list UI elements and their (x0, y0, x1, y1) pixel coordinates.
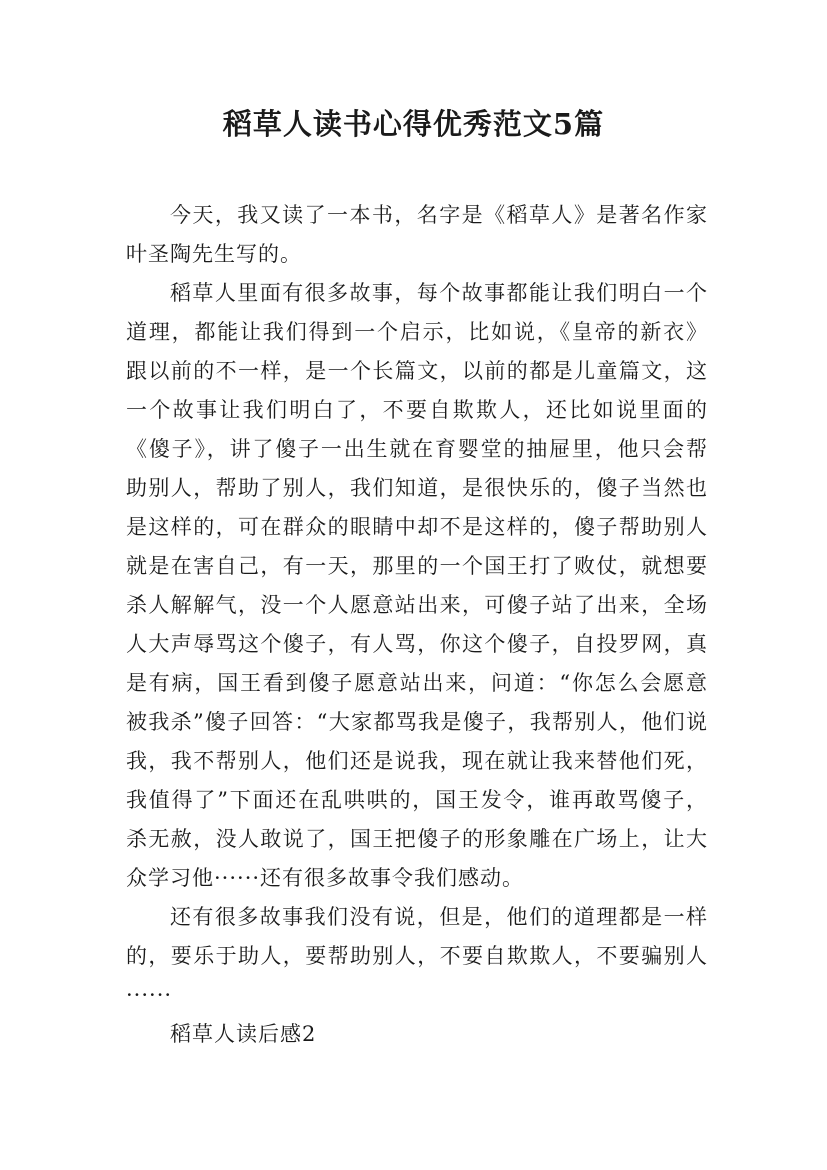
document-body (126, 196, 708, 1054)
paragraph-lessons: 还有很多故事我们没有说，但是，他们的道理都是一样的，要乐于助人，要帮助别人，不要自欺欺人，不要骗别人······ (126, 905, 708, 1007)
paragraph-stories: 稻草人里面有很多故事，每个故事都能让我们明白一个道理，都能让我们得到一个启示，比如说，《皇帝的新衣》跟以前的不一样，是一个长篇文，以前的都是儿童篇文，这一个故事让我们明白了，不要自欺欺人，还比如说里面的《傻子》，讲了傻子一出生就在育婴堂的抽屉里，他只会帮助别人，帮助了别人，我们知道，是很快乐的，傻子当然也是这样的，可在群众的眼睛中却不是这样的，傻子帮助别人就是在害自己，有一天，那里的一个国王打了败仗，就想要杀人解解气，没一个人愿意站出来，可傻子站了出来，全场人大声辱骂这个傻子，有人骂，你这个傻子，自投罗网，真是有病，国王看到傻子愿意站出来，问道：“你怎么会愿意被我杀”傻子回答：“大家都骂我是傻子，我帮别人，他们说我，我不帮别人，他们还是说我，现在就让我来替他们死，我值得了”下面还在乱哄哄的，国王发令，谁再敢骂傻子，杀无赦，没人敢说了，国王把傻子的形象雕在广场上，让大众学习他······还有很多故事令我们感动。 (126, 281, 708, 890)
paragraph-intro: 今天，我又读了一本书，名字是《稻草人》是著名作家叶圣陶先生写的。 (126, 203, 708, 266)
section-heading-2: 稻草人读后感2 (170, 1022, 317, 1046)
document-title: 稻草人读书心得优秀范文5篇 (222, 107, 605, 141)
